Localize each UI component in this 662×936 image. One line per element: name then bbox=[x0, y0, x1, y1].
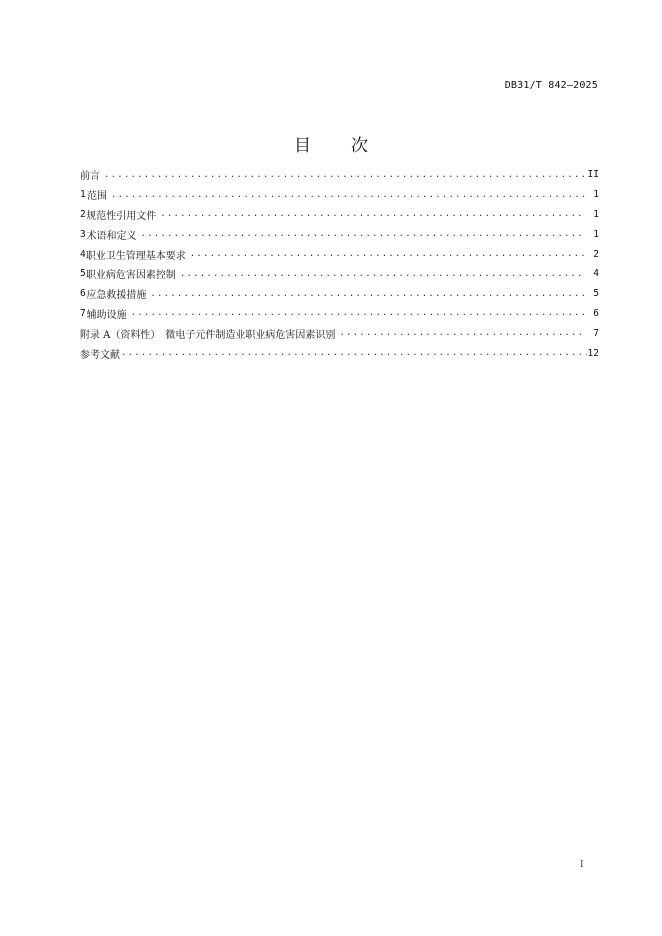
toc-label: 前言 bbox=[80, 171, 100, 183]
toc-page: 7 bbox=[593, 327, 599, 339]
toc-label: 应急救援措施 bbox=[86, 290, 147, 302]
toc-page: 2 bbox=[593, 248, 599, 260]
toc-leader bbox=[150, 289, 585, 299]
title-char-1: 目 bbox=[294, 136, 311, 156]
toc-entry-appendix-a[interactable] bbox=[80, 323, 599, 343]
toc-label: 职业卫生管理基本要求 bbox=[85, 250, 186, 262]
toc-number: 7 bbox=[80, 307, 86, 319]
page-title bbox=[0, 131, 662, 156]
toc-entry-foreword[interactable] bbox=[80, 165, 599, 185]
toc-leader bbox=[121, 348, 587, 358]
toc-label: 辅助设施 bbox=[86, 309, 127, 321]
toc-leader bbox=[160, 209, 585, 219]
toc-leader bbox=[190, 249, 585, 259]
toc-entry-6[interactable] bbox=[80, 284, 599, 304]
toc-page: 1 bbox=[593, 208, 599, 220]
toc-label: 附录 A（资料性） 微电子元件制造业职业病危害因素识别 bbox=[80, 329, 336, 341]
toc-label: 规范性引用文件 bbox=[86, 210, 157, 222]
toc-leader bbox=[111, 190, 585, 200]
page-number: I bbox=[580, 860, 584, 870]
toc-leader bbox=[141, 229, 585, 239]
toc-label: 术语和定义 bbox=[86, 230, 137, 242]
toc-leader bbox=[131, 308, 585, 318]
toc-entry-7[interactable] bbox=[80, 304, 599, 324]
toc-leader bbox=[180, 269, 585, 279]
toc-entry-1[interactable] bbox=[80, 185, 599, 205]
title-char-2: 次 bbox=[351, 136, 368, 156]
toc-page: II bbox=[587, 169, 599, 181]
toc-leader bbox=[104, 170, 584, 180]
toc-number: 5 bbox=[80, 268, 86, 280]
toc-label: 范围 bbox=[86, 191, 107, 203]
toc-entry-references[interactable] bbox=[80, 343, 599, 363]
toc-label: 参考文献 bbox=[80, 349, 120, 361]
toc-entry-4[interactable] bbox=[80, 244, 599, 264]
toc-page: 4 bbox=[593, 268, 599, 280]
toc-entry-2[interactable] bbox=[80, 205, 599, 225]
toc-number: 6 bbox=[80, 288, 86, 300]
toc-leader bbox=[339, 328, 585, 338]
table-of-contents bbox=[80, 165, 599, 363]
toc-page: 12 bbox=[587, 347, 599, 359]
toc-number: 2 bbox=[80, 208, 86, 220]
toc-page: 5 bbox=[593, 288, 599, 300]
toc-entry-3[interactable] bbox=[80, 224, 599, 244]
toc-entry-5[interactable] bbox=[80, 264, 599, 284]
standard-code: DB31/T 842—2025 bbox=[504, 80, 598, 91]
toc-number: 1 bbox=[80, 189, 86, 201]
toc-label: 职业病危害因素控制 bbox=[85, 270, 176, 282]
toc-number: 3 bbox=[80, 228, 86, 240]
toc-page: 1 bbox=[593, 228, 599, 240]
toc-page: 1 bbox=[593, 189, 599, 201]
toc-page: 6 bbox=[593, 307, 599, 319]
toc-number: 4 bbox=[80, 248, 86, 260]
